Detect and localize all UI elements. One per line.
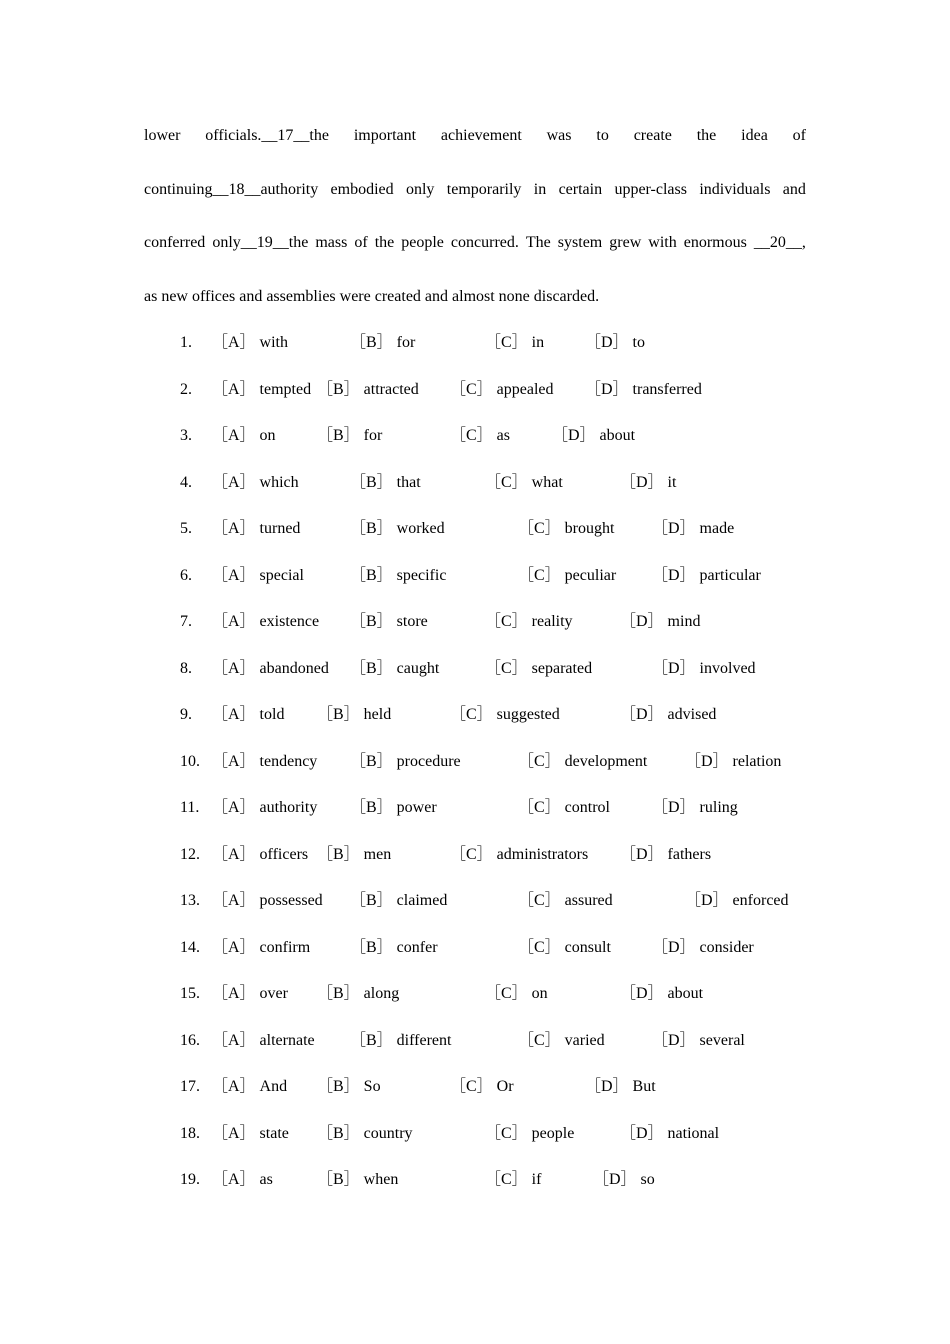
question-row xyxy=(180,607,880,637)
question-number: 12. xyxy=(180,845,200,863)
question-number: 7. xyxy=(180,613,192,630)
answer-option-c[interactable]: ［C］ consult xyxy=(518,938,611,956)
question-number: 19. xyxy=(180,1171,200,1188)
question-row xyxy=(180,1026,880,1056)
question-row xyxy=(180,1165,880,1195)
answer-option-c[interactable]: ［C］ Or xyxy=(450,1078,514,1095)
answer-option-d[interactable]: ［D］ fathers xyxy=(620,845,712,863)
passage-word: create xyxy=(633,127,672,144)
answer-option-c[interactable]: ［C］ people xyxy=(485,1124,575,1142)
question-number: 15. xyxy=(180,985,200,1002)
question-number: 1. xyxy=(180,334,192,351)
passage-word: only__19__the xyxy=(212,234,309,251)
question-row xyxy=(180,514,880,544)
passage-line-1 xyxy=(144,112,806,166)
passage-word: was xyxy=(546,127,572,144)
answer-option-d[interactable]: ［D］ advised xyxy=(620,706,717,723)
question-number: 10. xyxy=(180,752,200,770)
answer-option-c[interactable]: ［C］ appealed xyxy=(450,380,554,398)
passage-word: enormous xyxy=(683,234,747,251)
question-row xyxy=(180,654,880,684)
question-row xyxy=(180,468,880,498)
question-row xyxy=(180,747,880,777)
answer-option-b[interactable]: ［B］ different xyxy=(350,1031,452,1049)
answer-option-c[interactable]: ［C］ as xyxy=(450,427,511,444)
question-row xyxy=(180,979,880,1009)
passage-word: grew xyxy=(609,234,642,251)
answer-option-a[interactable]: ［A］ special xyxy=(212,566,304,584)
passage-word: achievement xyxy=(440,127,522,144)
passage-word: lower xyxy=(144,127,181,144)
answer-option-a[interactable]: ［A］ tendency xyxy=(212,752,318,770)
answer-option-d[interactable]: ［D］ consider xyxy=(652,938,754,956)
answer-option-c[interactable]: ［C］ administrators xyxy=(450,845,589,863)
answer-option-a[interactable]: ［A］ turned xyxy=(212,520,301,537)
answer-option-a[interactable]: ［A］ on xyxy=(212,427,276,444)
answer-option-b[interactable]: ［B］ held xyxy=(317,706,392,723)
passage-word: of xyxy=(354,234,368,251)
answer-option-b[interactable]: ［B］ specific xyxy=(350,566,447,584)
answer-option-b[interactable]: ［B］ power xyxy=(350,799,437,816)
answer-option-b[interactable]: ［B］ store xyxy=(350,613,428,630)
answer-option-b[interactable]: ［B］ for xyxy=(317,427,383,444)
passage-word: important xyxy=(353,127,417,144)
passage-line-4: as new offices and assemblies were created and almost none discarded. xyxy=(144,287,600,305)
question-number: 18. xyxy=(180,1124,200,1142)
passage-word: only xyxy=(405,180,435,198)
answer-option-d[interactable]: ［D］ transferred xyxy=(585,380,702,398)
answer-option-c[interactable]: ［C］ brought xyxy=(518,520,615,537)
answer-option-b[interactable]: ［B］ men xyxy=(317,845,392,863)
answer-option-c[interactable]: ［C］ if xyxy=(485,1171,542,1188)
answer-option-c[interactable]: ［C］ separated xyxy=(485,659,593,677)
passage-word: the xyxy=(696,127,717,144)
answer-option-a[interactable]: ［A］ possessed xyxy=(212,892,323,909)
answer-option-b[interactable]: ［B］ country xyxy=(317,1124,413,1142)
passage-word: __20__, xyxy=(753,234,806,251)
answer-option-a[interactable]: ［A］ over xyxy=(212,985,288,1002)
question-row xyxy=(180,700,880,730)
passage-word: concurred. xyxy=(450,234,519,251)
question-row xyxy=(180,840,880,870)
question-row xyxy=(180,375,880,405)
answer-option-c[interactable]: ［C］ suggested xyxy=(450,706,560,723)
passage-word: idea xyxy=(741,127,768,144)
answer-option-d[interactable]: ［D］ mind xyxy=(620,613,701,630)
question-number: 4. xyxy=(180,473,192,491)
question-row xyxy=(180,933,880,963)
passage-word: mass xyxy=(315,234,348,251)
answer-option-a[interactable]: ［A］ tempted xyxy=(212,380,312,398)
answer-option-c[interactable]: ［C］ peculiar xyxy=(518,566,617,584)
passage-word: with xyxy=(648,234,677,251)
passage-word: temporarily xyxy=(446,180,522,198)
passage-word: conferred xyxy=(144,234,206,251)
answer-option-b[interactable]: ［B］ that xyxy=(350,473,421,491)
answer-option-c[interactable]: ［C］ in xyxy=(485,334,545,351)
answer-option-a[interactable]: ［A］ authority xyxy=(212,799,318,816)
answer-option-c[interactable]: ［C］ what xyxy=(485,473,563,491)
passage-word: system xyxy=(557,234,603,251)
answer-option-d[interactable]: ［D］ enforced xyxy=(685,892,789,909)
passage-word: people xyxy=(401,234,444,251)
question-row xyxy=(180,886,880,916)
answer-option-b[interactable]: ［B］ caught xyxy=(350,659,440,677)
answer-option-d[interactable]: ［D］ ruling xyxy=(652,799,738,816)
question-number: 5. xyxy=(180,520,192,537)
question-row xyxy=(180,1119,880,1149)
answer-option-b[interactable]: ［B］ attracted xyxy=(317,380,419,398)
answer-option-a[interactable]: ［A］ with xyxy=(212,334,289,351)
answer-option-d[interactable]: ［D］ about xyxy=(552,427,636,444)
question-number: 6. xyxy=(180,566,192,584)
answer-option-c[interactable]: ［C］ varied xyxy=(518,1031,605,1049)
question-number: 13. xyxy=(180,892,200,909)
passage-word: individuals xyxy=(699,180,771,198)
passage-line-2 xyxy=(144,166,806,220)
answer-option-a[interactable]: ［A］ alternate xyxy=(212,1031,315,1049)
question-number: 3. xyxy=(180,427,192,444)
question-row xyxy=(180,793,880,823)
question-number: 11. xyxy=(180,799,200,816)
answer-option-a[interactable]: ［A］ confirm xyxy=(212,938,311,956)
passage xyxy=(144,112,806,321)
question-row xyxy=(180,561,880,591)
passage-word: upper-class xyxy=(614,180,687,198)
passage-word: continuing__18__authority xyxy=(144,180,319,198)
answer-option-d[interactable]: ［D］ made xyxy=(652,520,735,537)
question-number: 16. xyxy=(180,1031,200,1049)
answer-option-d[interactable]: ［D］ to xyxy=(585,334,646,351)
passage-line-3 xyxy=(144,219,806,273)
answer-option-b[interactable]: ［B］ procedure xyxy=(350,752,461,770)
answer-option-a[interactable]: ［A］ officers xyxy=(212,845,309,863)
answer-option-c[interactable]: ［C］ reality xyxy=(485,613,573,630)
passage-word: of xyxy=(792,127,806,144)
answer-option-d[interactable]: ［D］ several xyxy=(652,1031,745,1049)
answer-option-c[interactable]: ［C］ assured xyxy=(518,892,613,909)
question-row xyxy=(180,328,880,358)
answer-option-b[interactable]: ［B］ confer xyxy=(350,938,438,956)
passage-word: to xyxy=(596,127,609,144)
answer-option-d[interactable]: ［D］ it xyxy=(620,473,677,491)
answer-option-a[interactable]: ［A］ abandoned xyxy=(212,659,329,677)
answer-option-a[interactable]: ［A］ state xyxy=(212,1124,289,1142)
passage-word: embodied xyxy=(330,180,394,198)
answer-option-b[interactable]: ［B］ when xyxy=(317,1171,399,1188)
answer-option-b[interactable]: ［B］ claimed xyxy=(350,892,448,909)
question-number: 9. xyxy=(180,706,192,723)
answer-option-b[interactable]: ［B］ for xyxy=(350,334,416,351)
answer-option-b[interactable]: ［B］ worked xyxy=(350,520,445,537)
answer-option-a[interactable]: ［A］ existence xyxy=(212,613,320,630)
answer-option-a[interactable]: ［A］ told xyxy=(212,706,285,723)
answer-option-c[interactable]: ［C］ development xyxy=(518,752,648,770)
answer-option-d[interactable]: ［D］ national xyxy=(620,1124,720,1142)
answer-option-d[interactable]: ［D］ about xyxy=(620,985,704,1002)
answer-option-d[interactable]: ［D］ so xyxy=(593,1171,655,1188)
passage-word: in xyxy=(533,180,547,198)
answer-option-c[interactable]: ［C］ control xyxy=(518,799,610,816)
passage-word: officials.__17__the xyxy=(205,127,329,144)
question-row xyxy=(180,1072,880,1102)
question-number: 17. xyxy=(180,1078,200,1095)
answer-option-b[interactable]: ［B］ So xyxy=(317,1078,381,1095)
answer-option-d[interactable]: ［D］ involved xyxy=(652,659,756,677)
question-number: 8. xyxy=(180,659,192,677)
question-row xyxy=(180,421,880,451)
passage-word: the xyxy=(374,234,395,251)
question-number: 2. xyxy=(180,380,192,398)
answer-option-c[interactable]: ［C］ on xyxy=(485,985,548,1002)
question-number: 14. xyxy=(180,938,200,956)
answer-option-b[interactable]: ［B］ along xyxy=(317,985,400,1002)
answer-option-a[interactable]: ［A］ which xyxy=(212,473,299,491)
passage-word: The xyxy=(525,234,551,251)
answer-option-d[interactable]: ［D］ particular xyxy=(652,566,761,584)
passage-word: and xyxy=(782,180,806,198)
answer-option-a[interactable]: ［A］ as xyxy=(212,1171,273,1188)
answer-option-d[interactable]: ［D］ But xyxy=(585,1078,656,1095)
answer-option-a[interactable]: ［A］ And xyxy=(212,1078,288,1095)
passage-word: certain xyxy=(558,180,603,198)
answer-option-d[interactable]: ［D］ relation xyxy=(685,752,782,770)
